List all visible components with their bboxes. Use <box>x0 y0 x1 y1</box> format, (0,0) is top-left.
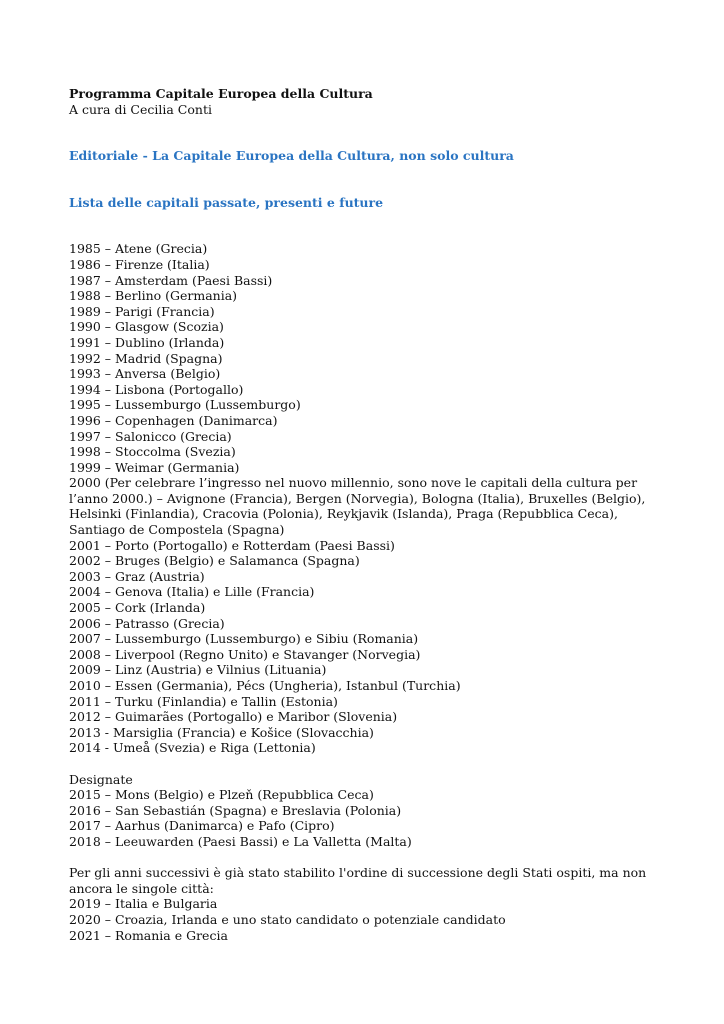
list-heading: Lista delle capitali passate, presenti e future <box>69 194 384 210</box>
list-item: 2008 – Liverpool (Regno Unito) e Stavanger (Norvegia) <box>69 646 421 662</box>
list-item: 2006 – Patrasso (Grecia) <box>69 615 225 631</box>
list-item: 2021 – Romania e Grecia <box>69 927 228 943</box>
list-item: 2010 – Essen (Germania), Pécs (Ungheria), Istanbul (Turchia) <box>69 678 461 693</box>
designate-label: Designate <box>69 771 133 787</box>
list-item: 2001 – Porto (Portogallo) e Rotterdam (Paesi Bassi) <box>69 537 395 553</box>
list-item: 2004 – Genova (Italia) e Lille (Francia) <box>69 584 315 600</box>
past-capitals-list <box>69 241 669 475</box>
list-item: 2016 – San Sebastián (Spagna) e Breslavia (Polonia) <box>69 802 402 818</box>
list-item: 1994 – Lisbona (Portogallo) <box>69 381 244 397</box>
list-item: 1992 – Madrid (Spagna) <box>69 350 223 366</box>
list-item: 1997 – Salonicco (Grecia) <box>69 428 232 444</box>
list-item: 1989 – Parigi (Francia) <box>69 303 215 319</box>
list-item: 2012 – Guimarães (Portogallo) e Maribor (Slovenia) <box>69 709 398 725</box>
future-note: Per gli anni successivi è già stato stabilito l'ordine di successione degli Stati ospiti, ma non ancora le singole città: <box>69 865 647 896</box>
list-item: 2020 – Croazia, Irlanda e uno stato candidato o potenziale candidato <box>69 911 506 927</box>
list-item: 1987 – Amsterdam (Paesi Bassi) <box>69 272 273 288</box>
future-capitals-list <box>69 896 669 943</box>
list-item: 1996 – Copenhagen (Danimarca) <box>69 412 278 428</box>
list-item: 2005 – Cork (Irlanda) <box>69 600 206 616</box>
list-item: 1988 – Berlino (Germania) <box>69 288 238 304</box>
designate-capitals-list <box>69 787 669 849</box>
list-item: 2018 – Leeuwarden (Paesi Bassi) e La Valletta (Malta) <box>69 833 412 849</box>
list-item: 2013 - Marsiglia (Francia) e Košice (Slovacchia) <box>69 724 374 740</box>
list-item: 2002 – Bruges (Belgio) e Salamanca (Spagna) <box>69 553 360 569</box>
list-item: 1995 – Lussemburgo (Lussemburgo) <box>69 397 301 413</box>
list-item: 2009 – Linz (Austria) e Vilnius (Lituania) <box>69 662 327 678</box>
list-item: 1985 – Atene (Grecia) <box>69 241 208 257</box>
year-2000-entry: 2000 (Per celebrare l’ingresso nel nuovo millennio, sono nove le capitali della cultura per l’anno 2000.) – Avignone (Francia), Bergen (Norvegia), Bologna (Italia), Bruxelles (Belgio), Helsinki (Finlandia), Cracovia (Polonia), Reykjavik (Islanda), Praga (Repubblica Ceca), Santiago de Compostela (Spagna) <box>69 475 646 538</box>
list-item: 2019 – Italia e Bulgaria <box>69 896 218 912</box>
list-item: 1999 – Weimar (Germania) <box>69 459 240 475</box>
list-item: 1993 – Anversa (Belgio) <box>69 366 221 382</box>
list-item: 2007 – Lussemburgo (Lussemburgo) e Sibiu (Romania) <box>69 631 419 647</box>
list-item: 2003 – Graz (Austria) <box>69 568 205 584</box>
list-item: 2011 – Turku (Finlandia) e Tallin (Estonia) <box>69 693 338 709</box>
list-item: 1986 – Firenze (Italia) <box>69 256 210 272</box>
list-item: 2017 – Aarhus (Danimarca) e Pafo (Cipro) <box>69 818 335 834</box>
list-item: 1990 – Glasgow (Scozia) <box>69 319 224 335</box>
recent-capitals-list <box>69 538 669 756</box>
list-item: 2015 – Mons (Belgio) e Plzeň (Repubblica Ceca) <box>69 787 374 803</box>
document-title: Programma Capitale Europea della Cultura <box>69 86 373 101</box>
list-item: 2014 - Umeå (Svezia) e Riga (Lettonia) <box>69 740 316 756</box>
list-item: 1998 – Stoccolma (Svezia) <box>69 444 236 460</box>
document-author: A cura di Cecilia Conti <box>69 101 212 117</box>
editorial-heading: Editoriale - La Capitale Europea della Cultura, non solo cultura <box>69 148 514 164</box>
list-item: 1991 – Dublino (Irlanda) <box>69 334 225 350</box>
document-body <box>69 86 669 943</box>
